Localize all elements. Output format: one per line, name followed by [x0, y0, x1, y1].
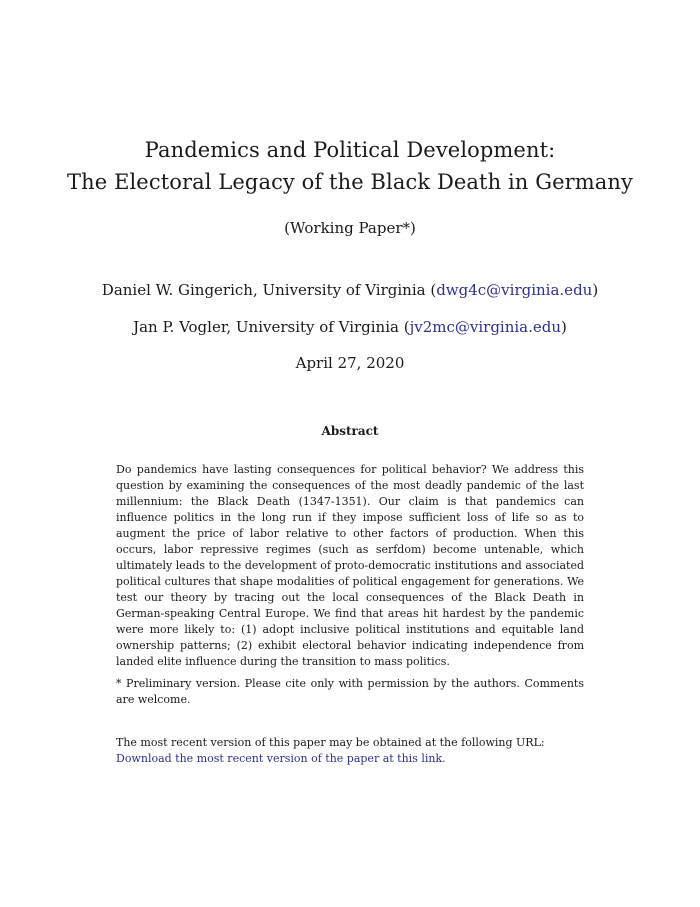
author-2-name: Jan P. Vogler, University of Virginia (	[133, 318, 410, 336]
author-1-name: Daniel W. Gingerich, University of Virginia (	[101, 281, 437, 299]
paper-subtitle: (Working Paper*)	[284, 219, 416, 237]
abstract-heading: Abstract	[321, 424, 379, 438]
author-line-1	[0, 281, 700, 299]
author-2-suffix: )	[561, 318, 567, 336]
footnote-text: * Preliminary version. Please cite only with permission by the authors. Comments are welcome.	[116, 677, 584, 706]
author-1-email-link[interactable]: dwg4c@virginia.edu	[436, 281, 593, 299]
author-1-suffix: )	[592, 281, 599, 299]
paper-title	[0, 134, 700, 198]
title-line-2: The Electoral Legacy of the Black Death in Germany	[67, 170, 633, 194]
author-2-email-link[interactable]: jv2mc@virginia.edu	[409, 318, 562, 336]
url-note-text: The most recent version of this paper may be obtained at the following URL:	[116, 736, 545, 749]
title-line-1: Pandemics and Political Development:	[144, 138, 556, 162]
url-note	[116, 735, 584, 767]
paper-download-link[interactable]: Download the most recent version of the paper at this link.	[116, 752, 446, 765]
abstract-text: Do pandemics have lasting consequences for political behavior? We address this question by examining the consequences of the most deadly pandemic of the last millennium: the Black Death (1347-1351). Our claim is that pandemics can influence politics in the long run if they impose sufficient loss of life so as to augment the price of labor relative to other factors of production. When this occurs, labor repressive regimes (such as serfdom) become untenable, which ultimately leads to the development of proto-democratic institutions and associated political cultures that shape modalities of political engagement for generations. We test our theory by tracing out the local consequences of the Black Death in German-speaking Central Europe. We find that areas hit hardest by the pandemic were more likely to: (1) adopt inclusive political institutions and equitable land ownership patterns; (2) exhibit electoral behavior indicating independence from landed elite influence during the transition to mass politics.	[116, 463, 584, 668]
author-line-2	[0, 318, 700, 336]
paper-date: April 27, 2020	[295, 354, 405, 372]
